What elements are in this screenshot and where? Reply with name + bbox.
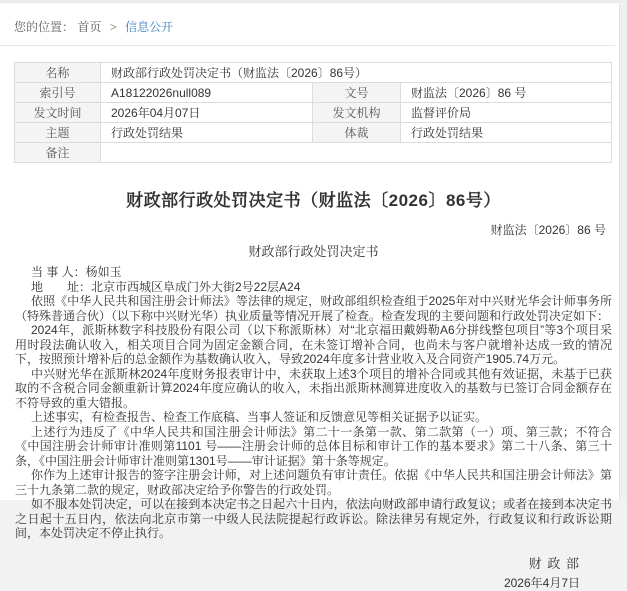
page-title: 财政部行政处罚决定书（财监法〔2026〕86号） bbox=[126, 191, 501, 210]
meta-value-doc-number: 财监法〔2026〕86 号 bbox=[401, 83, 612, 103]
paragraph: 上述事实，有检查报告、检查工作底稿、当事人签证和反馈意见等相关证据予以证实。 bbox=[31, 410, 488, 424]
meta-label-issue-date: 发文时间 bbox=[15, 103, 101, 123]
meta-label-doc-number: 文号 bbox=[313, 83, 401, 103]
breadcrumb-separator: > bbox=[109, 20, 117, 34]
meta-label-genre: 体裁 bbox=[313, 123, 401, 143]
meta-value-index-number: A18122026null089 bbox=[101, 83, 313, 103]
meta-value-genre: 行政处罚结果 bbox=[401, 123, 612, 143]
paragraph: 2024年，派斯林数字科技股份有限公司（以下称派斯林）对“北京福田戴姆勒A6分拼线整包项目”等3个项目采用时段法确认收入，相关项目合同为固定金额合同，在未签订增补合同，也尚未与客户就增补达成一致的情况下，按照预计增补后的总金额作为基数确认收入，导致2024年度多计营业收入及合同资产1905.74万元。 bbox=[15, 323, 612, 366]
breadcrumb-current-link[interactable]: 信息公开 bbox=[125, 20, 174, 34]
document-meta-table bbox=[14, 62, 612, 163]
meta-value-name: 财政部行政处罚决定书（财监法〔2026〕86号） bbox=[101, 63, 612, 83]
meta-row-index bbox=[15, 83, 612, 103]
breadcrumb bbox=[0, 4, 615, 46]
breadcrumb-prefix: 您的位置： bbox=[14, 20, 75, 34]
meta-value-issuing-agency: 监督评价局 bbox=[401, 103, 612, 123]
signature-agency: 财 政 部 bbox=[528, 555, 580, 571]
breadcrumb-home-link[interactable]: 首页 bbox=[77, 20, 102, 34]
meta-value-subject: 行政处罚结果 bbox=[101, 123, 313, 143]
meta-label-issuing-agency: 发文机构 bbox=[313, 103, 401, 123]
paragraph: 你作为上述审计报告的签字注册会计师，对上述问题负有审计责任。依据《中华人民共和国注册会计师法》第三十九条第二款的规定，财政部决定给予你警告的行政处罚。 bbox=[15, 468, 612, 497]
signature-date: 2026年4月7日 bbox=[503, 575, 580, 590]
paragraph: 中兴财光华在派斯林2024年度财务报表审计中，未获取上述3个项目的增补合同或其他有效证据，未基于已获取的不含税合同金额重新计算2024年度应确认的收入，未指出派斯林测算进度收入的基数与已签订合同金额存在不符导致的重大错报。 bbox=[15, 366, 612, 410]
meta-row-name bbox=[15, 63, 612, 83]
meta-label-remarks: 备注 bbox=[15, 143, 101, 163]
document-number: 财监法〔2026〕86 号 bbox=[490, 223, 606, 237]
document-subtitle: 财政部行政处罚决定书 bbox=[248, 244, 379, 259]
meta-label-index-number: 索引号 bbox=[15, 83, 101, 103]
meta-row-remarks bbox=[15, 143, 612, 163]
document-article bbox=[0, 186, 627, 591]
meta-label-subject: 主题 bbox=[15, 123, 101, 143]
meta-label-name: 名称 bbox=[15, 63, 101, 83]
right-edge-strip bbox=[619, 4, 627, 500]
document-body bbox=[15, 265, 612, 541]
document-footer bbox=[15, 553, 612, 591]
meta-value-issue-date: 2026年04月07日 bbox=[101, 103, 313, 123]
paragraph-party: 当 事 人：杨如玉 bbox=[31, 265, 122, 279]
paragraph: 依照《中华人民共和国注册会计师法》等法律的规定，财政部组织检查组于2025年对中兴财光华会计师事务所（特殊普通合伙）（以下称中兴财光华）执业质量等情况开展了检查。检查发现的主要问题和行政处罚决定如下： bbox=[15, 294, 612, 323]
meta-row-subject bbox=[15, 123, 612, 143]
paragraph: 如不服本处罚决定，可以在接到本决定书之日起六十日内，依法向财政部申请行政复议；或者在接到本决定书之日起十五日内，依法向北京市第一中级人民法院提起行政诉讼。除法律另有规定外，行政复议和行政诉讼期间，本处罚决定不停止执行。 bbox=[15, 497, 612, 540]
meta-value-remarks bbox=[101, 143, 612, 163]
meta-row-issue bbox=[15, 103, 612, 123]
paragraph: 上述行为违反了《中华人民共和国注册会计师法》第二十一条第一款、第二款第（一）项、第三款；不符合《中国注册会计师审计准则第1101 号——注册会计师的总体目标和审计工作的基本要求》第二十八条、第三十条，《中国注册会计师审计准则第1301号——审计证据》第十条等规定。 bbox=[15, 424, 612, 468]
paragraph-address: 地 址：北京市西城区阜成门外大街2号22层A24 bbox=[31, 279, 301, 294]
